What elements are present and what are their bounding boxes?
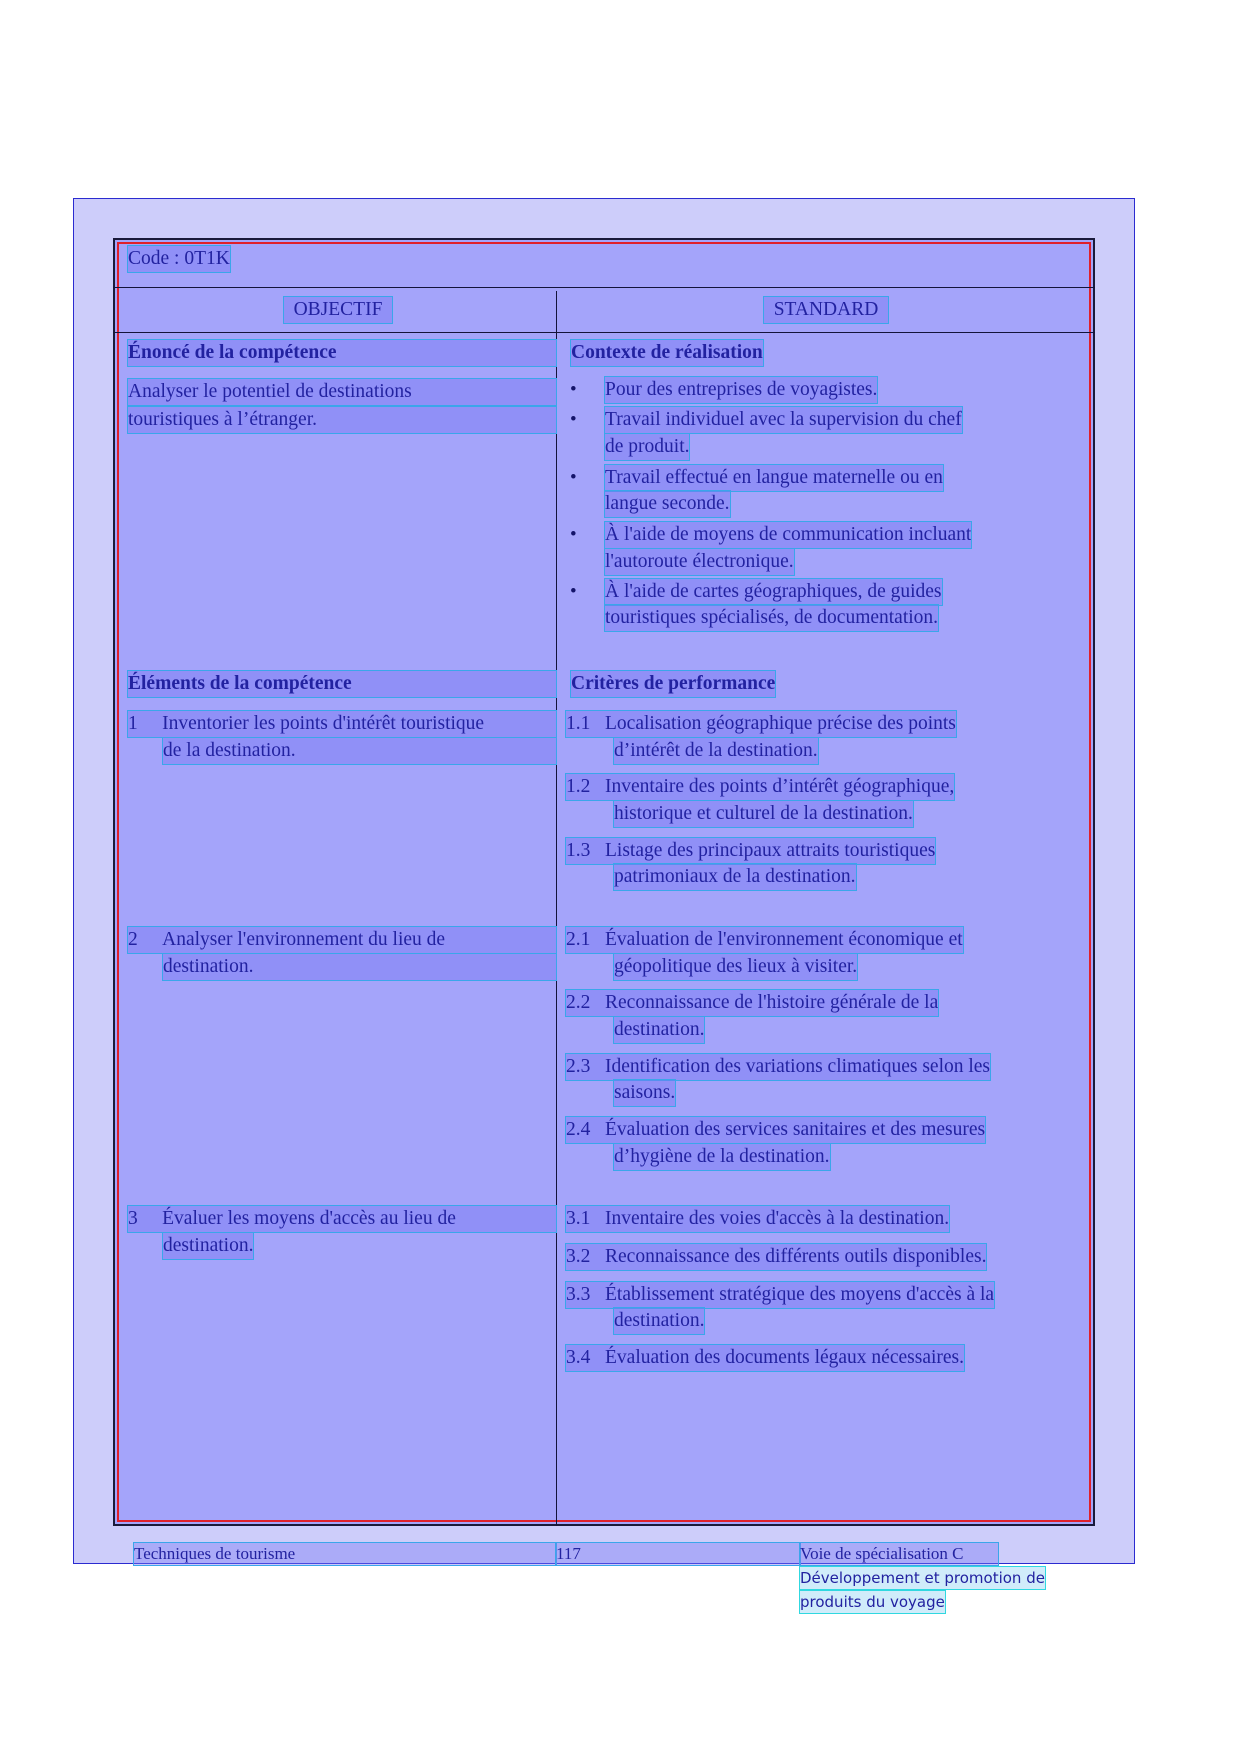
footer-program: Techniques de tourisme [134,1543,556,1565]
bullet-icon: • [570,524,577,545]
critere-3-2: 3.2 Reconnaissance des différents outils disponibles. [566,1244,986,1270]
header-standard: STANDARD [764,297,888,323]
contexte-item: langue seconde. [605,491,730,517]
critere-2-1-cont: géopolitique des lieux à visiter. [614,954,857,980]
header-divider-top [113,287,1095,288]
contexte-item: Travail effectué en langue maternelle ou en [605,465,943,491]
footer-page-number: 117 [556,1543,800,1565]
contexte-item: l'autoroute électronique. [605,549,794,575]
contexte-item: touristiques spécialisés, de documentation. [605,605,938,631]
bullet-icon: • [570,581,577,602]
bullet-icon: • [570,379,577,400]
elements-title: Éléments de la compétence [128,671,556,697]
contexte-item: Travail individuel avec la supervision du chef [605,407,962,433]
enonce-line: Analyser le potentiel de destinations [128,379,556,405]
critere-2-3-cont: saisons. [614,1080,675,1106]
element-3-line: destination. [163,1233,253,1259]
header-divider-bottom [113,332,1095,333]
critere-3-3-cont: destination. [614,1308,704,1334]
critere-2-1: 2.1 Évaluation de l'environnement économique et [566,927,963,953]
critere-2-2-cont: destination. [614,1017,704,1043]
element-3-line: 3 Évaluer les moyens d'accès au lieu de [128,1206,556,1232]
criteres-title: Critères de performance [571,671,775,697]
code-label: Code : 0T1K [128,246,230,272]
element-1-line: de la destination. [163,738,556,764]
table-border [117,242,1091,1522]
critere-1-1-cont: d’intérêt de la destination. [614,738,818,764]
contexte-title: Contexte de réalisation [571,340,763,366]
enonce-line: touristiques à l’étranger. [128,407,556,433]
critere-3-1: 3.1 Inventaire des voies d'accès à la destination. [566,1206,949,1232]
bullet-icon: • [570,467,577,488]
bullet-icon: • [570,409,577,430]
critere-3-3: 3.3 Établissement stratégique des moyens d'accès à la [566,1282,994,1308]
critere-3-4: 3.4 Évaluation des documents légaux nécessaires. [566,1345,964,1371]
element-2-line: 2 Analyser l'environnement du lieu de [128,927,556,953]
critere-1-3-cont: patrimoniaux de la destination. [614,864,856,890]
column-divider [556,291,557,1526]
critere-1-1: 1.1 Localisation géographique précise des points [566,711,956,737]
element-2-line: destination. [163,954,556,980]
critere-2-3: 2.3 Identification des variations climatiques selon les [566,1054,990,1080]
critere-2-4: 2.4 Évaluation des services sanitaires et des mesures [566,1117,985,1143]
critere-2-4-cont: d’hygiène de la destination. [614,1144,830,1170]
contexte-item: Pour des entreprises de voyagistes. [605,377,877,403]
element-1-line: 1 Inventorier les points d'intérêt touristique [128,711,556,737]
footer-specialisation-line3: produits du voyage [800,1593,945,1611]
contexte-item: À l'aide de moyens de communication incluant [605,522,971,548]
critere-1-2-cont: historique et culturel de la destination. [614,801,913,827]
footer-specialisation-line2: Développement et promotion de [800,1569,1045,1587]
footer-specialisation: Voie de spécialisation C [800,1543,998,1565]
enonce-title: Énoncé de la compétence [128,340,556,366]
critere-2-2: 2.2 Reconnaissance de l'histoire générale de la [566,990,938,1016]
critere-1-3: 1.3 Listage des principaux attraits touristiques [566,838,935,864]
header-objectif: OBJECTIF [284,297,392,323]
contexte-item: de produit. [605,434,689,460]
critere-1-2: 1.2 Inventaire des points d’intérêt géographique, [566,774,954,800]
contexte-item: À l'aide de cartes géographiques, de guides [605,579,942,605]
